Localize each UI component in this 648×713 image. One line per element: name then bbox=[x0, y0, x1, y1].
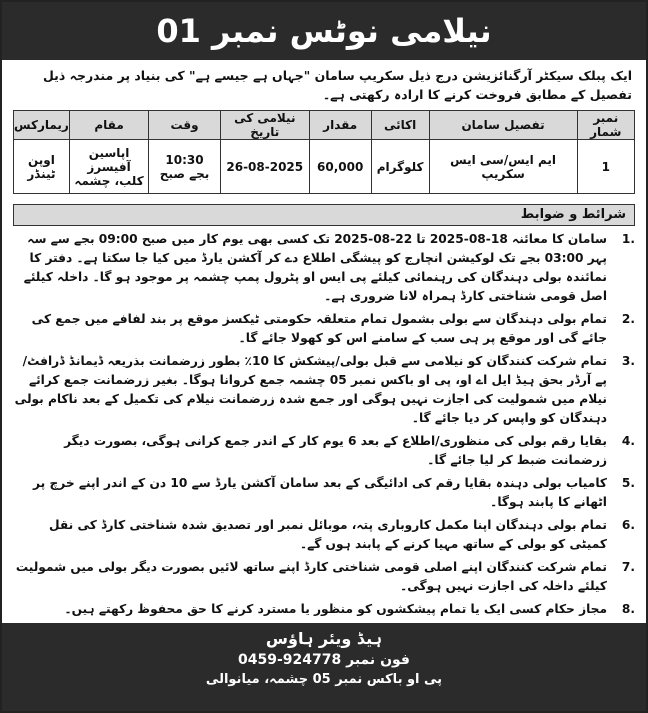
cell-unit: کلوگرام bbox=[371, 140, 429, 194]
term-number: 3. bbox=[621, 354, 635, 368]
notice-title: نیلامی نوٹس نمبر 01 bbox=[156, 12, 492, 50]
phone-line bbox=[2, 652, 646, 668]
term-text: سامان کا معائنہ 18-08-2025 تا 22-08-2025 تک کسی بھی یوم کار میں صبح 09:00 بجے سے سہ پہر 03:00 بجے تک لوکیشن انچارج کو پیشگی اطلاع دے کر آکشن یارڈ میں کیا جا سکتا ہے۔ دفتر کا نمائندہ بولی دہندگان کی رہنمائی کیلئے پی ایس او پٹرول پمپ چشمہ پر موجود ہو گا۔ داخلہ کیلئے اصل قومی شناختی کارڈ ہمراہ لانا ضروری ہے۔ bbox=[23, 232, 607, 303]
phone-number: 0459-924778 bbox=[238, 652, 342, 668]
term-item bbox=[13, 310, 635, 348]
term-text: تمام شرکت کنندگان اپنے اصلی قومی شناختی کارڈ اپنے ساتھ لائیں بصورت دیگر بولی میں شمولیت کیلئے داخلہ کی اجازت نہیں ہوگی۔ bbox=[15, 560, 607, 593]
term-item bbox=[13, 230, 635, 306]
notice-footer bbox=[2, 623, 646, 711]
cell-date: 26-08-2025 bbox=[220, 140, 309, 194]
organization-name: ہیڈ ویئر ہاؤس bbox=[265, 629, 383, 648]
table-header-row bbox=[14, 111, 635, 140]
term-text: تمام بولی دہندگان اپنا مکمل کاروباری پتہ، موبائل نمبر اور تصدیق شدہ شناختی کارڈ کی نقل کمیٹی کو بولی کے ساتھ مہیا کرنے کے پابند ہوں گے۔ bbox=[48, 518, 607, 551]
col-quantity: مقدار bbox=[309, 111, 371, 140]
col-description: تفصیل سامان bbox=[429, 111, 577, 140]
notice-header bbox=[2, 2, 646, 60]
col-remarks: ریمارکس bbox=[14, 111, 70, 140]
term-item bbox=[13, 600, 635, 619]
term-text: مجاز حکام کسی ایک یا تمام پیشکشوں کو منظور یا مسترد کرنے کا حق محفوظ رکھتے ہیں۔ bbox=[64, 602, 607, 616]
term-text: بقایا رقم بولی کی منظوری/اطلاع کے بعد 6 یوم کار کے اندر جمع کرانی ہوگی، بصورت دیگر زرضمانت ضبط کر لیا جائے گا۔ bbox=[64, 434, 607, 467]
term-item bbox=[13, 558, 635, 596]
cell-remarks: اوپن ٹینڈر bbox=[14, 140, 70, 194]
cell-quantity: 60,000 bbox=[309, 140, 371, 194]
term-text: تمام بولی دہندگان سے بولی بشمول تمام متعلقہ حکومتی ٹیکسز موقع پر بند لفافے میں جمع کی جائے گی اور موقع پر ہی سب کے سامنے اس کو کھولا جائے گا۔ bbox=[31, 312, 607, 345]
col-serial: نمبر شمار bbox=[577, 111, 634, 140]
term-item bbox=[13, 474, 635, 512]
term-number: 4. bbox=[621, 434, 635, 448]
term-item bbox=[13, 352, 635, 428]
terms-list bbox=[13, 230, 635, 619]
term-number: 2. bbox=[621, 312, 635, 326]
cell-time: 10:30 بجے صبح bbox=[149, 140, 220, 194]
items-table bbox=[13, 110, 635, 194]
col-venue: مقام bbox=[69, 111, 148, 140]
cell-serial: 1 bbox=[577, 140, 634, 194]
cell-description: ایم ایس/سی ایس سکریپ bbox=[429, 140, 577, 194]
term-number: 6. bbox=[621, 518, 635, 532]
term-item bbox=[13, 432, 635, 470]
col-unit: اکائی bbox=[371, 111, 429, 140]
term-number: 5. bbox=[621, 476, 635, 490]
term-text: کامیاب بولی دہندہ بقایا رقم کی ادائیگی کے بعد سامان آکشن یارڈ سے 10 دن کے اندر اپنے خرچ پر اٹھانے کا پابند ہوگا۔ bbox=[33, 476, 607, 509]
terms-title: شرائط و ضوابط bbox=[13, 204, 635, 226]
table-row bbox=[14, 140, 635, 194]
term-text: تمام شرکت کنندگان کو نیلامی سے قبل بولی/پیشکش کا 10٪ بطور زرضمانت بذریعہ ڈیمانڈ ڈرافٹ/پے آرڈر بحق ہیڈ ایل اے او، پی او باکس نمبر 05 چشمہ جمع کروانا ہوگا۔ بغیر زرضمانت جمع کرائے نیلام میں شمولیت کی اجازت نہیں ہوگی اور جمع شدہ زرضمانت نیلام کی تکمیل کے بعد ناکام بولی دہندگان کو واپس کر دیا جائے گا۔ bbox=[14, 354, 607, 425]
term-number: 7. bbox=[621, 560, 635, 574]
term-number: 1. bbox=[621, 232, 635, 246]
col-date: نیلامی کی تاریخ bbox=[220, 111, 309, 140]
postal-address: پی او باکس نمبر 05 چشمہ، میانوالی bbox=[205, 672, 443, 687]
intro-text: ایک پبلک سیکٹر آرگنائزیشن درج ذیل سکریپ سامان "جہاں ہے جیسے ہے" کی بنیاد پر مندرجہ ذیل تفصیل کے مطابق فروخت کرنے کا ارادہ رکھتی ہے۔ bbox=[43, 68, 632, 102]
cell-venue: اپاسین آفیسرز کلب، چشمہ bbox=[69, 140, 148, 194]
term-item bbox=[13, 516, 635, 554]
phone-label: فون نمبر bbox=[346, 652, 410, 668]
term-number: 8. bbox=[621, 602, 635, 616]
col-time: وقت bbox=[149, 111, 220, 140]
